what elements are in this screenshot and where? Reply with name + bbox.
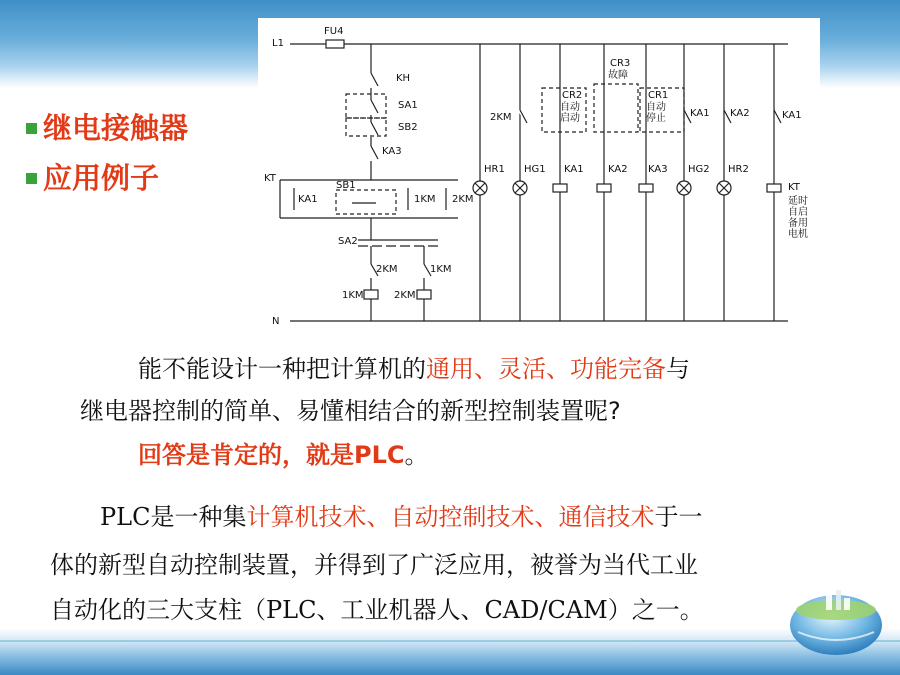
label-hr2: HR2: [728, 164, 749, 175]
label-hg2: HG2: [688, 164, 710, 175]
paragraph1-answer: [138, 440, 429, 470]
text: 。: [404, 441, 429, 469]
label-cr3: CR3: [610, 58, 631, 69]
bullet-text: 继电接触器: [43, 111, 189, 145]
label-ka1-contact: KA1: [690, 108, 710, 119]
label-cr1-desc: 自动 停止: [646, 102, 666, 124]
label-cr1: CR1: [648, 90, 669, 101]
footer-line: [0, 640, 900, 642]
label-cr2: CR2: [562, 90, 583, 101]
label-sb1: SB1: [336, 180, 356, 191]
label-1km-upper: 1KM: [430, 264, 452, 275]
label-ka2-coil: KA2: [608, 164, 628, 175]
footer-gradient-band: [0, 628, 900, 675]
label-hg1: HG1: [524, 164, 546, 175]
label-ka1-contact-right: KA1: [782, 110, 802, 121]
highlight-text: 通用、灵活、功能完备: [426, 355, 666, 383]
bullet-square-icon: [26, 123, 37, 134]
answer-highlight: 回答是肯定的，就是PLC: [138, 441, 405, 469]
label-hr1: HR1: [484, 164, 505, 175]
label-cr3-desc: 故障: [608, 70, 628, 81]
text: PLC是一种集: [100, 503, 247, 531]
label-1km-coil: 1KM: [342, 290, 364, 301]
label-sa1: SA1: [398, 100, 418, 111]
paragraph2-line2: 体的新型自动控制装置，并得到了广泛应用，被誉为当代工业: [50, 551, 698, 579]
text: 于一: [654, 503, 703, 531]
label-kt-coil: KT: [788, 182, 800, 193]
rail-label-l1: L1: [272, 38, 284, 49]
paragraph1-line1: [138, 354, 690, 384]
label-ka3-coil: KA3: [648, 164, 668, 175]
fuse-icon: [326, 40, 344, 48]
fuse-label: FU4: [324, 26, 344, 37]
bullet-relay-contactor: [26, 106, 188, 147]
bullet-application-example: [26, 156, 159, 197]
relay-circuit-diagram: [258, 18, 820, 328]
label-kt-desc: 延时 自启 备用 电机: [788, 196, 808, 240]
label-sb2: SB2: [398, 122, 418, 133]
label-ka1-left: KA1: [298, 194, 318, 205]
label-1km-contact: 1KM: [414, 194, 436, 205]
label-cr2-desc: 自动 启动: [560, 102, 580, 124]
bullet-square-icon: [26, 173, 37, 184]
label-ka2-contact: KA2: [730, 108, 750, 119]
text: 能不能设计一种把计算机的: [138, 355, 426, 383]
label-2km-branch: 2KM: [490, 112, 512, 123]
label-kh: KH: [396, 73, 411, 84]
bullet-text: 应用例子: [43, 161, 160, 195]
label-2km-coil: 2KM: [394, 290, 416, 301]
globe-decoration-icon: [776, 570, 896, 660]
label-ka3: KA3: [382, 146, 402, 157]
paragraph2-line1: [100, 502, 702, 532]
label-2km-upper: 2KM: [376, 264, 398, 275]
label-sa2: SA2: [338, 236, 358, 247]
label-2km-contact: 2KM: [452, 194, 474, 205]
text: 与: [666, 355, 690, 383]
paragraph2-line3: 自动化的三大支柱（PLC、工业机器人、CAD/CAM）之一。: [50, 596, 704, 624]
label-kt: KT: [264, 173, 276, 184]
highlight-text: 计算机技术、自动控制技术、通信技术: [246, 503, 655, 531]
label-ka1-coil: KA1: [564, 164, 584, 175]
paragraph1-line2: 继电器控制的简单、易懂相结合的新型控制装置呢?: [80, 397, 621, 425]
rail-label-n: N: [272, 316, 280, 327]
